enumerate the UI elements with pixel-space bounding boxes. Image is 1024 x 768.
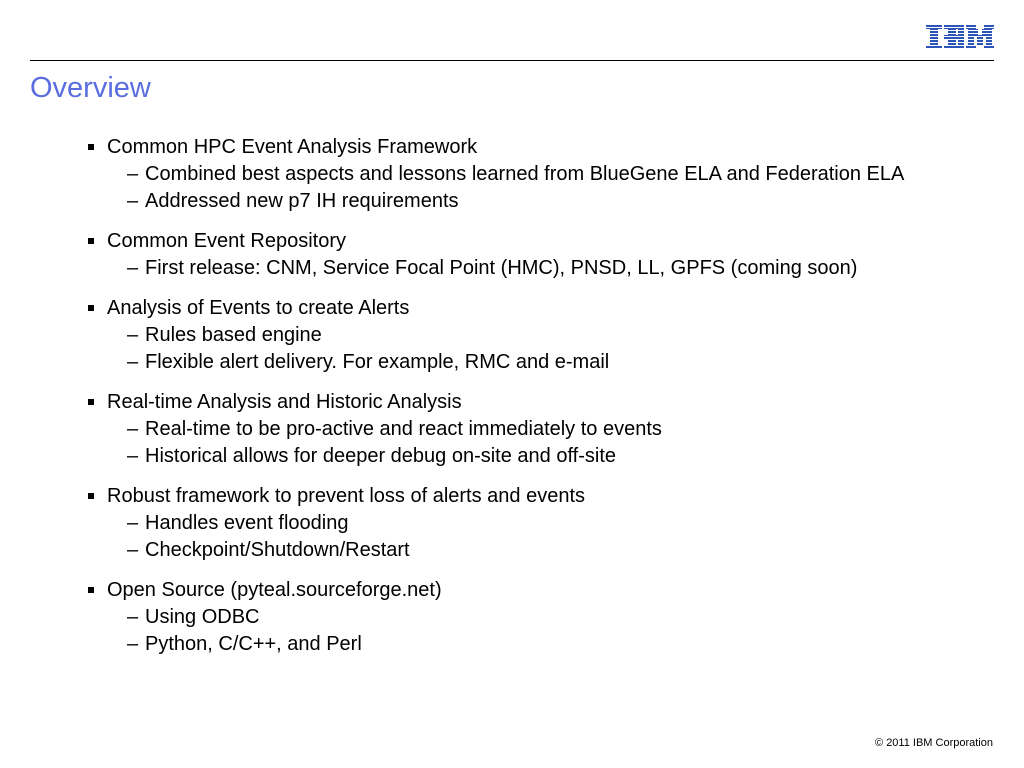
sub-bullet-text: Checkpoint/Shutdown/Restart [145, 539, 410, 561]
sub-bullet-text: Addressed new p7 IH requirements [145, 190, 459, 212]
sub-bullet-item [107, 604, 988, 631]
sub-bullet-list [107, 161, 988, 215]
sub-bullet-list [107, 322, 988, 376]
sub-bullet-text: Combined best aspects and lessons learned from BlueGene ELA and Federation ELA [145, 163, 905, 185]
sub-bullet-item [107, 416, 988, 443]
dash-bullet-icon: – [127, 539, 139, 561]
dash-bullet-icon: – [127, 418, 139, 440]
sub-bullet-item [107, 631, 988, 658]
square-bullet-icon [88, 305, 94, 311]
copyright-footer: © 2011 IBM Corporation [875, 737, 993, 749]
dash-bullet-icon: – [127, 163, 139, 185]
bullet-text: Analysis of Events to create Alerts [107, 297, 410, 319]
sub-bullet-text: Real-time to be pro-active and react immediately to events [145, 418, 662, 440]
square-bullet-icon [88, 493, 94, 499]
sub-bullet-text: Using ODBC [145, 606, 260, 628]
bullet-text: Robust framework to prevent loss of alerts and events [107, 485, 586, 507]
sub-bullet-item [107, 322, 988, 349]
header-rule [30, 60, 994, 61]
sub-bullet-item [107, 255, 988, 282]
sub-bullet-text: Handles event flooding [145, 512, 349, 534]
sub-bullet-item [107, 537, 988, 564]
bullet-item [88, 577, 988, 658]
dash-bullet-icon: – [127, 257, 139, 279]
sub-bullet-text: Historical allows for deeper debug on-site and off-site [145, 445, 616, 467]
square-bullet-icon [88, 399, 94, 405]
sub-bullet-item [107, 161, 988, 188]
dash-bullet-icon: – [127, 633, 139, 655]
sub-bullet-text: Python, C/C++, and Perl [145, 633, 362, 655]
square-bullet-icon [88, 144, 94, 150]
sub-bullet-list [107, 510, 988, 564]
sub-bullet-text: Rules based engine [145, 324, 322, 346]
square-bullet-icon [88, 238, 94, 244]
bullet-item [88, 389, 988, 470]
bullet-text: Open Source (pyteal.sourceforge.net) [107, 579, 442, 601]
sub-bullet-item [107, 443, 988, 470]
sub-bullet-list [107, 416, 988, 470]
sub-bullet-text: First release: CNM, Service Focal Point (HMC), PNSD, LL, GPFS (coming soon) [145, 257, 858, 279]
sub-bullet-list [107, 255, 988, 282]
dash-bullet-icon: – [127, 324, 139, 346]
sub-bullet-item [107, 510, 988, 537]
bullet-item [88, 295, 988, 376]
dash-bullet-icon: – [127, 445, 139, 467]
bullet-item [88, 134, 988, 215]
bullet-text: Common Event Repository [107, 230, 346, 252]
dash-bullet-icon: – [127, 512, 139, 534]
bullet-item [88, 228, 988, 282]
slide-content [88, 134, 988, 671]
ibm-logo [926, 22, 994, 52]
bullet-item [88, 483, 988, 564]
sub-bullet-text: Flexible alert delivery. For example, RMC and e-mail [145, 351, 610, 373]
sub-bullet-item [107, 349, 988, 376]
bullet-text: Real-time Analysis and Historic Analysis [107, 391, 462, 413]
sub-bullet-item [107, 188, 988, 215]
sub-bullet-list [107, 604, 988, 658]
dash-bullet-icon: – [127, 351, 139, 373]
slide-title: Overview [30, 72, 151, 104]
square-bullet-icon [88, 587, 94, 593]
dash-bullet-icon: – [127, 190, 139, 212]
dash-bullet-icon: – [127, 606, 139, 628]
bullet-text: Common HPC Event Analysis Framework [107, 136, 478, 158]
